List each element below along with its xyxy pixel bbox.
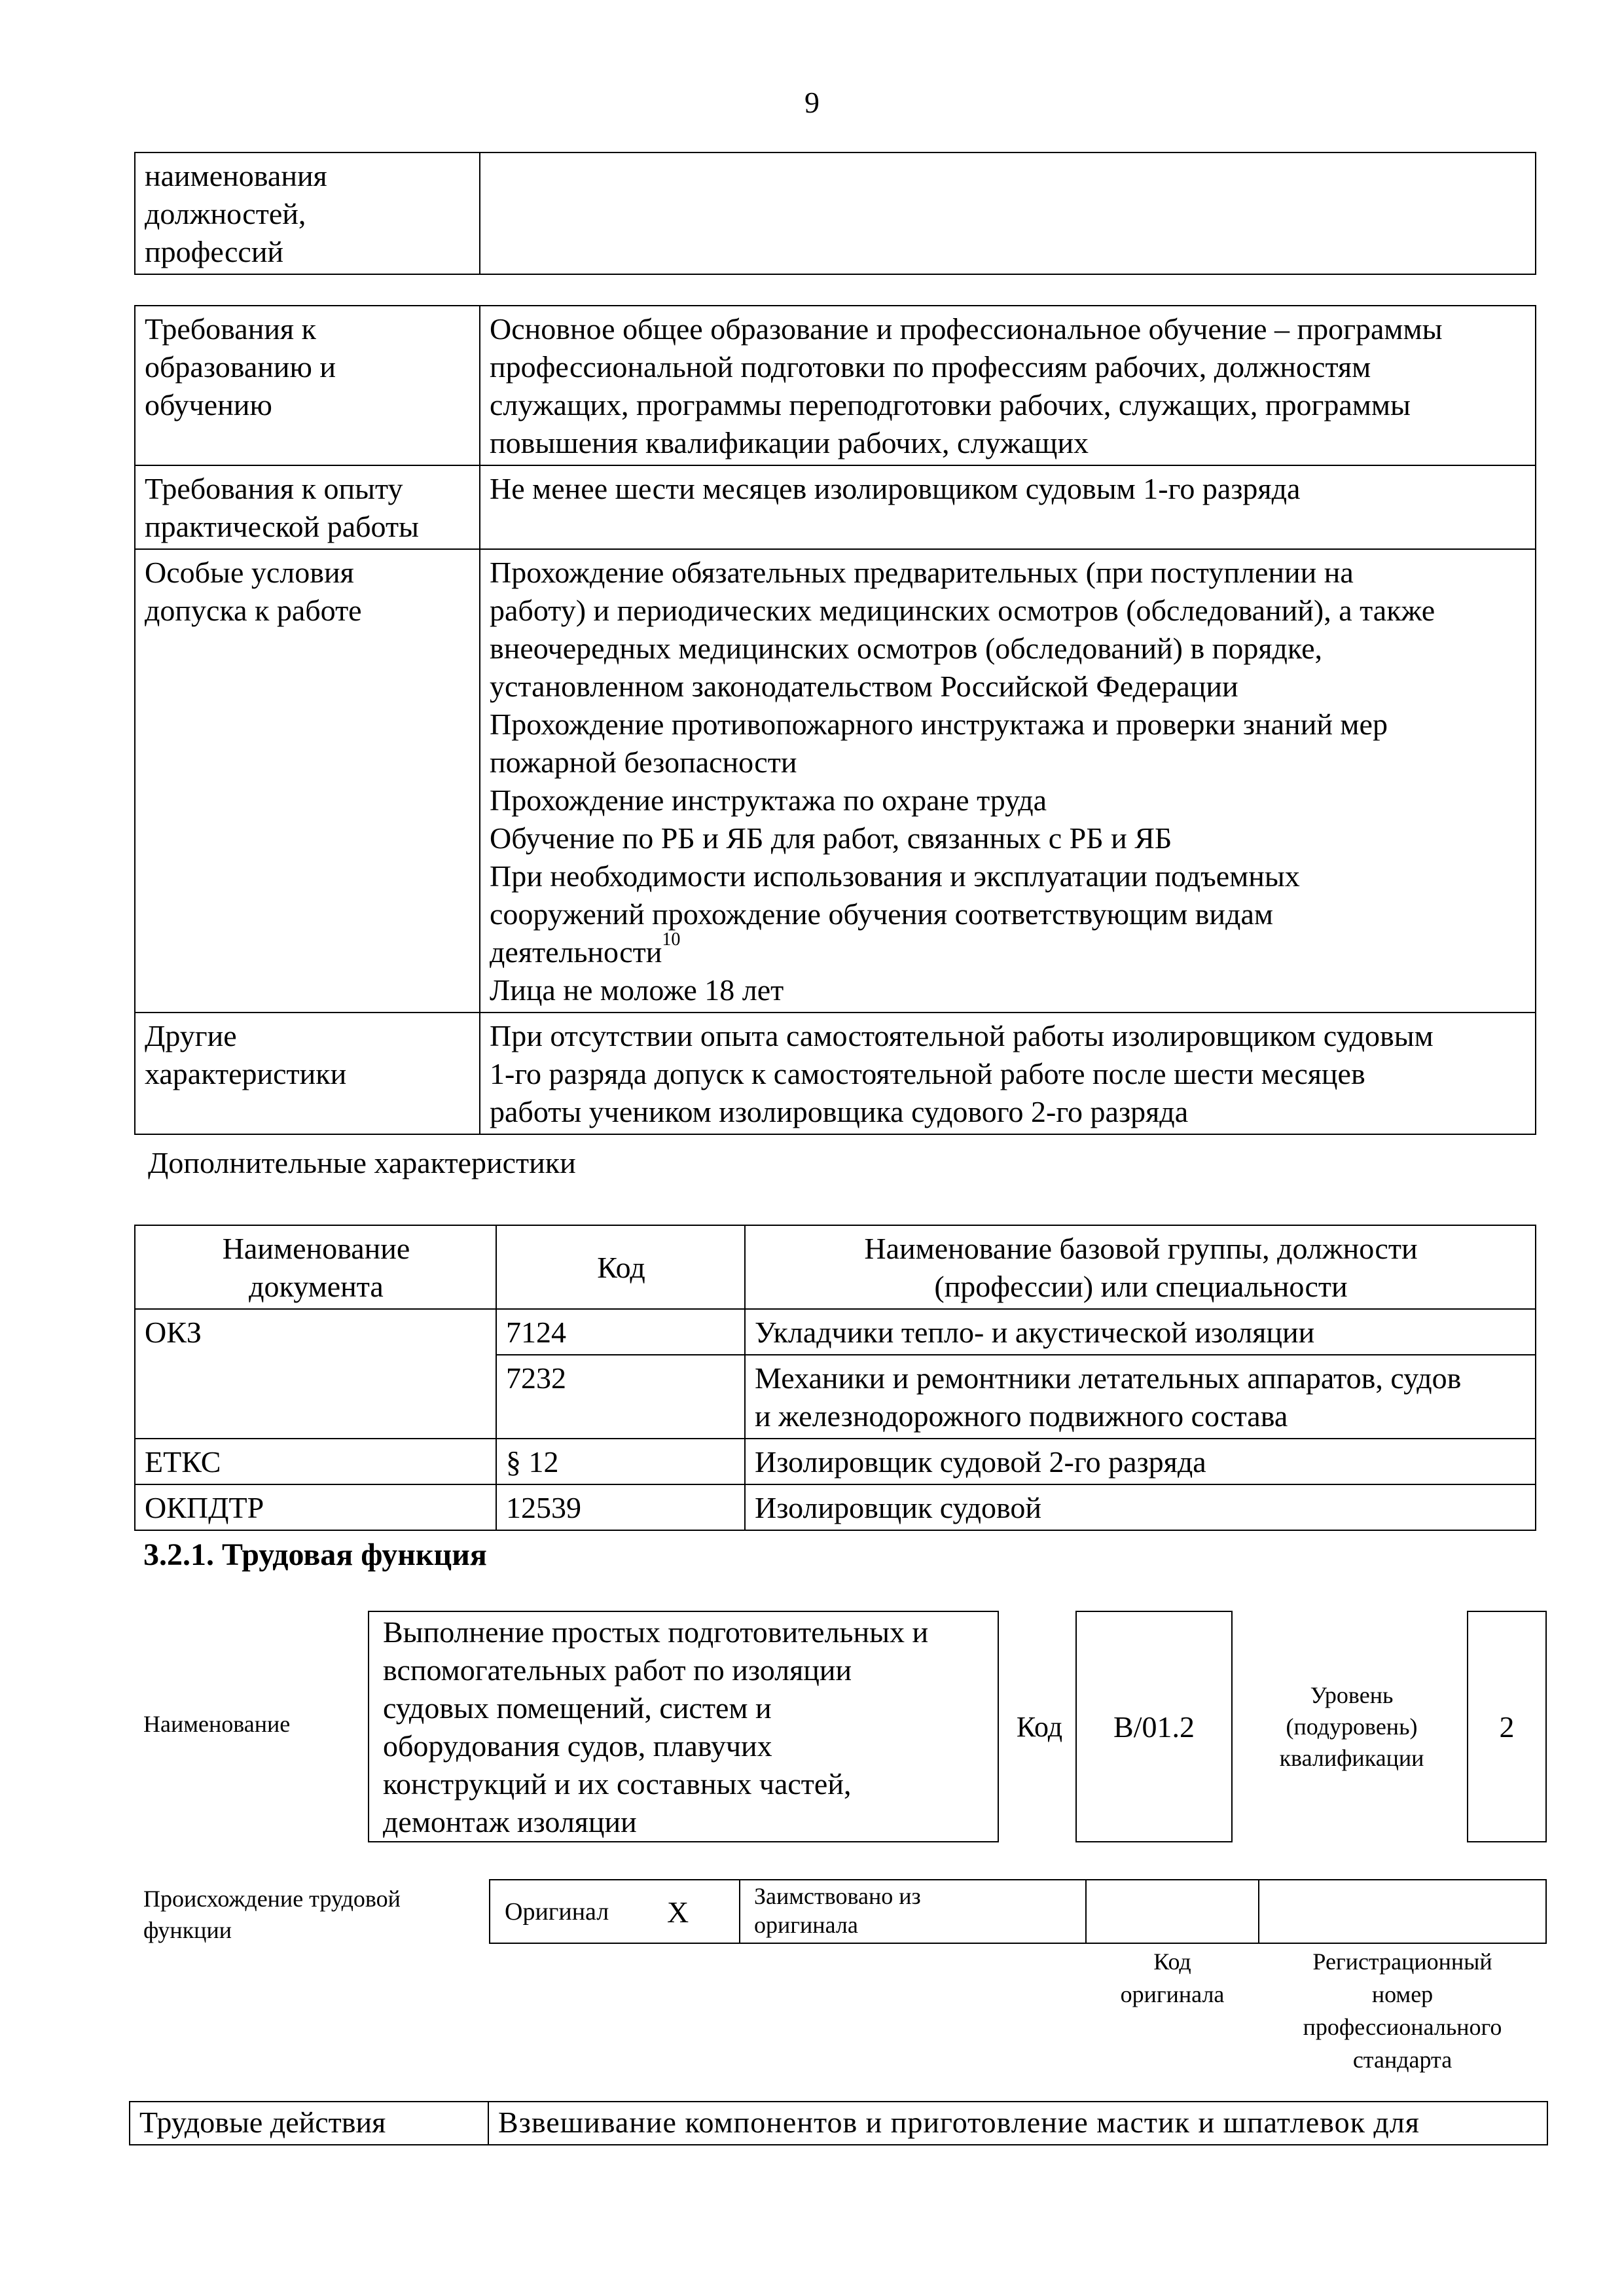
row-value: При отсутствии опыта самостоятельной работы изолировщиком судовым 1-го разряда допуск к самостоятельной работе после шести месяцев работы учеником изолировщика судового 2-го разряда	[480, 1013, 1536, 1134]
additional-table	[134, 1225, 1536, 1531]
level-label: Уровень (подуровень) квалификации	[1279, 1682, 1424, 1771]
row-label: Требования к опыту практической работы	[135, 465, 480, 549]
table-row	[135, 1484, 1536, 1530]
code-cell: 7232	[496, 1355, 745, 1439]
table-row	[135, 1309, 1536, 1355]
top-table-value	[480, 152, 1536, 274]
table-row	[135, 1439, 1536, 1484]
row-value: Не менее шести месяцев изолировщиком судовым 1-го разряда	[480, 465, 1536, 549]
name-cell: Укладчики тепло- и акустической изоляции	[745, 1309, 1536, 1355]
row-special-conditions	[135, 549, 1536, 1013]
origin-borrowed-cell: Заимствовано из оригинала	[739, 1879, 1087, 1944]
function-code-label: Код	[1016, 1711, 1063, 1743]
function-code-value: B/01.2	[1113, 1710, 1195, 1744]
row-value: Прохождение обязательных предварительных (при поступлении на работу) и периодических медицинских осмотров (обследований), а также внеочередных медицинских осмотров (обследований) в порядке, установленном законодательством Российской Федерации Прохождение противопожарного инструктажа и проверки знаний мер пожарной безопасности Прохождение инструктажа по охране труда Обучение по РБ и ЯБ для работ, связанных с РБ и ЯБ При необходимости использования и эксплуатации подъемных сооружений прохождение обучения соответствующим видам деятельности$^{10}$ Лица не моложе 18 лет	[480, 549, 1536, 1013]
origin-reg-number-cell	[1258, 1879, 1547, 1944]
header-code: Код	[496, 1225, 745, 1309]
additional-table-header	[135, 1225, 1536, 1309]
labor-actions-value: Взвешивание компонентов и приготовление мастик и шпатлевок для	[488, 2102, 1547, 2145]
row-education	[135, 306, 1536, 465]
page-number: 9	[804, 86, 820, 119]
name-cell: Изолировщик судовой 2-го разряда	[745, 1439, 1536, 1484]
row-label: Особые условия допуска к работе	[135, 549, 480, 1013]
original-mark: X	[667, 1895, 689, 1929]
code-cell: 7124	[496, 1309, 745, 1355]
labor-actions-table	[129, 2101, 1548, 2145]
origin-code-caption: Код оригинала	[1120, 1948, 1225, 2007]
row-label: Другие характеристики	[135, 1013, 480, 1134]
row-label: Требования к образованию и обучению	[135, 306, 480, 465]
function-name-label: Наименование	[143, 1711, 291, 1737]
requirements-table	[134, 305, 1536, 1135]
row-experience	[135, 465, 1536, 549]
additional-heading: Дополнительные характеристики	[148, 1146, 576, 1179]
origin-label: Происхождение трудовой функции	[143, 1886, 401, 1943]
name-cell: Изолировщик судовой	[745, 1484, 1536, 1530]
top-table-label: наименования должностей, профессий	[135, 152, 480, 274]
labor-actions-label: Трудовые действия	[130, 2102, 488, 2145]
code-cell: 12539	[496, 1484, 745, 1530]
footnote-mark[interactable]: 10	[662, 929, 681, 950]
code-cell: § 12	[496, 1439, 745, 1484]
top-table	[134, 152, 1536, 275]
original-label: Оригинал	[505, 1898, 609, 1926]
section-title: 3.2.1. Трудовая функция	[143, 1537, 487, 1572]
level-value: 2	[1499, 1710, 1515, 1744]
origin-code-cell	[1085, 1879, 1259, 1944]
function-name-box: Выполнение простых подготовительных и вспомогательных работ по изоляции судовых помещений, систем и оборудования судов, плавучих конструкций и их составных частей, демонтаж изоляции	[368, 1611, 999, 1842]
row-other	[135, 1013, 1536, 1134]
footnote-word: деятельности	[490, 935, 662, 969]
doc-cell: ОКЗ	[135, 1309, 496, 1439]
doc-cell: ОКПДТР	[135, 1484, 496, 1530]
header-document: Наименование документа	[135, 1225, 496, 1309]
function-code-box	[1075, 1611, 1233, 1842]
origin-reg-caption: Регистрационный номер профессионального стандарта	[1303, 1948, 1502, 2073]
level-box	[1467, 1611, 1547, 1842]
row-value: Основное общее образование и профессиональное обучение – программы профессиональной подготовки по профессиям рабочих, должностям служащих, программы переподготовки рабочих, служащих, программы повышения квалификации рабочих, служащих	[480, 306, 1536, 465]
origin-original-cell	[489, 1879, 740, 1944]
header-group-name: Наименование базовой группы, должности (профессии) или специальности	[745, 1225, 1536, 1309]
doc-cell: ЕТКС	[135, 1439, 496, 1484]
name-cell: Механики и ремонтники летательных аппаратов, судов и железнодорожного подвижного состава	[745, 1355, 1536, 1439]
